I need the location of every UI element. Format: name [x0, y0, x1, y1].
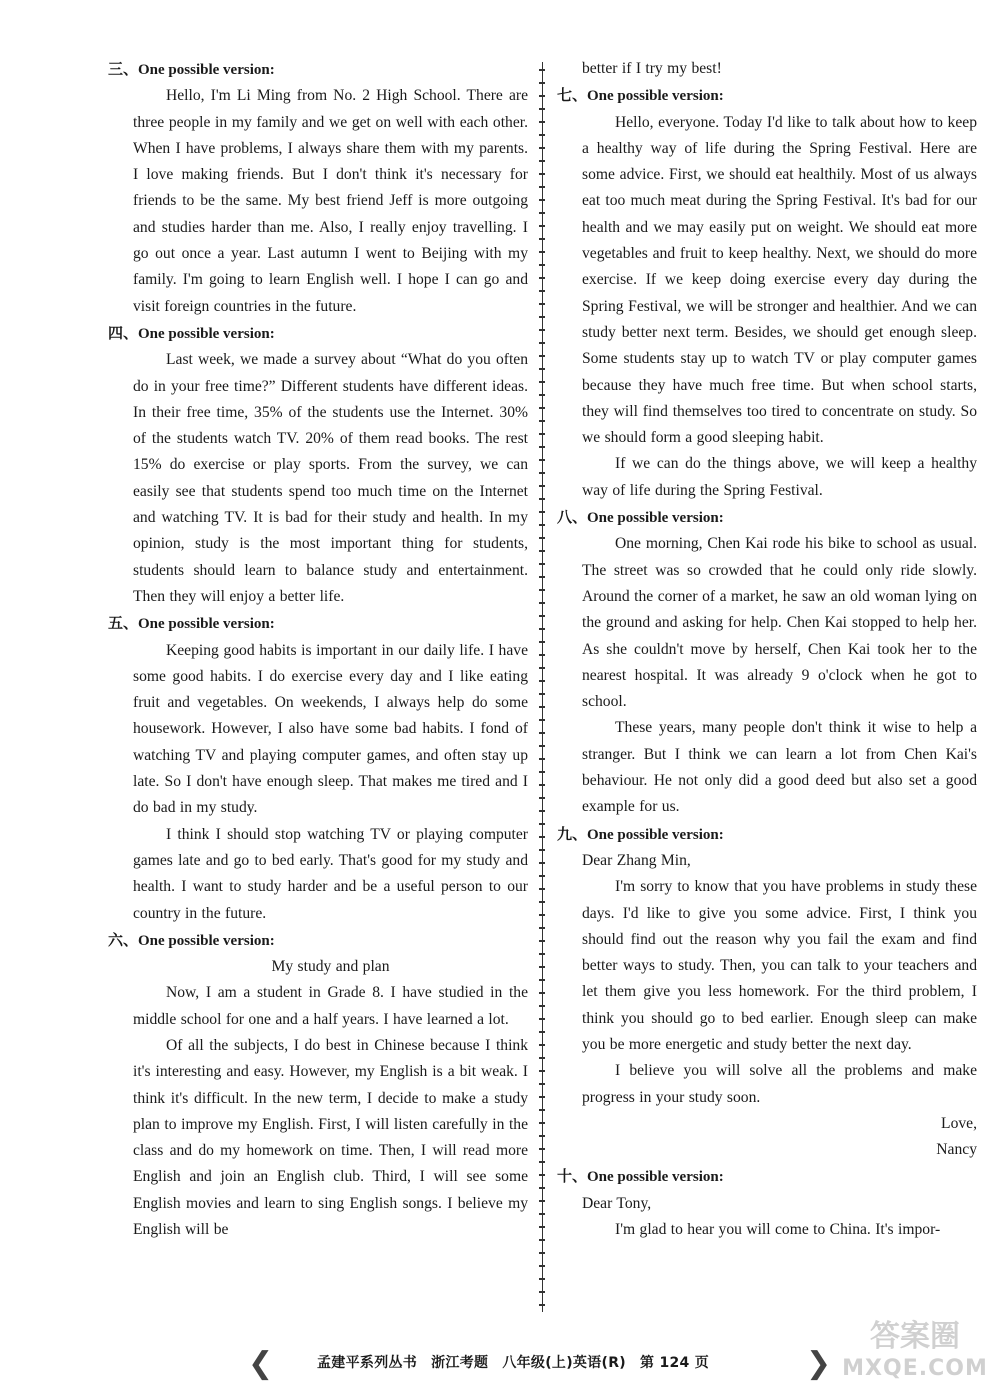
section-3-paragraph: Hello, I'm Li Ming from No. 2 High School. There are three people in my family and we get on well with each other. When I have problems, I always share them with my parents. I love making friends. But I don't think it's necessary for friends to be the same. My best friend Jeff is more outgoing and studies harder than me. Also, I really enjoy travelling. I go out once a year. Last autumn I went to Beijing with my family. I'm going to learn English well. I hope I can go and visit foreign countries in the future. — [133, 87, 528, 315]
section-6-continuation-text: better if I try my best! — [582, 60, 722, 77]
section-10-paragraph-1: I'm glad to hear you will come to China. It's impor- — [615, 1221, 941, 1239]
section-4-paragraph: Last week, we made a survey about “What do you often do in your free time?” Different students have different ideas. In their free time, 35% of the students use the Internet. 30% of the students watch TV. 20% of them read books. The rest 15% do exercise or play sports. From the survey, we can easily see that students spend too much time on the Internet and watching TV. It is bad for their study and health. In my opinion, study is the most important thing for students, students should learn to balance study and entertainment. Then they will enjoy a better life. — [133, 351, 528, 605]
section-4-heading: 四、One possible version: — [108, 323, 275, 342]
section-3-body — [108, 83, 528, 320]
watermark-bottom: MXQE.COM — [842, 1356, 988, 1381]
section-6-body — [108, 954, 528, 1243]
section-5-paragraph-1: Keeping good habits is important in our daily life. I have some good habits. I do exercise every day and I like eating fruit and vegetables. On weekends, I always help do some housework. However, I also have some bad habits. I fond of watching TV and playing computer games, and often stay up late. So I don't have enough sleep. That makes me tired and I do bad in my study. — [133, 641, 528, 817]
section-6-paragraph-2: Of all the subjects, I do best in Chinese because I think it's interesting and easy. However, my English is a bit weak. I think it's difficult. In the new term, I decide to make a study plan to improve my English. First, I will listen carefully in the class and do my homework on time. Then, I will read more English and join an English club. Third, I will see some English movies and learn to sing English songs. I believe my English will be — [133, 1036, 528, 1239]
section-9-closing: Love, — [941, 1114, 977, 1132]
section-4-body — [108, 347, 528, 610]
section-8-body — [557, 531, 977, 820]
section-7-heading: 七、One possible version: — [557, 86, 724, 105]
watermark-logo — [840, 1318, 990, 1388]
section-6-continuation — [557, 56, 977, 82]
section-8-paragraph-2: These years, many people don't think it wise to help a stranger. But I think we can learn a lot from Chen Kai's behaviour. He not only did a good deed but also set a good example for us. — [582, 719, 977, 816]
footer-series: 孟建平系列丛书 — [317, 1355, 418, 1371]
section-7-paragraph-2: If we can do the things above, we will keep a healthy way of life during the Spring Festival. — [582, 455, 977, 499]
column-divider — [539, 62, 545, 1312]
left-column — [108, 56, 528, 1243]
right-column — [557, 56, 977, 1243]
section-7-body — [557, 110, 977, 504]
section-3-heading: 三、One possible version: — [108, 60, 275, 78]
chevron-right-icon: ❯ — [806, 1346, 832, 1381]
section-9-paragraph-1: I'm sorry to know that you have problems in study these days. I'd like to give you some advice. First, I think you should find out the reason why you fail the exam and find better ways to study. Then, you can talk to your teachers and let them give you less homework. For the third problem, I think you should go to bed earlier. Enough sleep can make you be more energetic and study better the next day. — [582, 878, 977, 1053]
section-10-body — [557, 1191, 977, 1244]
section-8-heading: 八、One possible version: — [557, 508, 724, 527]
section-5-paragraph-2: I think I should stop watching TV or playing computer games late and go to bed early. That's good for my study and health. I want to study harder and be a useful person to our country in the future. — [133, 825, 528, 922]
section-6-title: My study and plan — [271, 958, 390, 976]
section-9-salutation: Dear Zhang Min, — [582, 851, 691, 869]
chevron-left-icon: ❮ — [248, 1346, 274, 1381]
footer-text — [317, 1352, 767, 1372]
section-8-paragraph-1: One morning, Chen Kai rode his bike to school as usual. The street was so crowded that he could only ride slowly. Around the corner of a market, he saw an old woman lying on the ground and asking for help. Chen Kai stopped to help her. As she couldn't move by herself, Chen Kai took her to the nearest hospital. It was already 9 o'clock when he got to school. — [582, 535, 977, 711]
section-9-body — [557, 848, 977, 1164]
section-6-paragraph-1: Now, I am a student in Grade 8. I have studied in the middle school for one and a half years. I have learned a lot. — [133, 984, 528, 1028]
section-10-salutation: Dear Tony, — [582, 1194, 652, 1212]
footer-region: 浙江考题 — [431, 1355, 489, 1371]
footer-page-number: 第 124 页 — [640, 1355, 710, 1371]
section-9-signature: Nancy — [936, 1141, 977, 1159]
section-7-paragraph-1: Hello, everyone. Today I'd like to talk about how to keep a healthy way of life during the Spring Festival. Here are some advice. First, we should eat healthily. Most of us always eat too much meat during the Spring Festival. It's bad for our health and we may easily put on weight. We should eat more vegetables and fruit to keep healthy. Next, we should do more exercise. If we keep doing exercise every day during the Spring Festival, we will be stronger and healthier. And we can study better next term. Besides, we should get enough sleep. Some students stay up to watch TV or play computer games because they have much free time. But when school starts, they will find themselves too tired to concentrate on study. So we should form a good sleeping habit. — [582, 113, 977, 447]
footer-grade-subject: 八年级(上)英语(R) — [502, 1355, 626, 1371]
section-10-heading: 十、One possible version: — [557, 1167, 724, 1186]
section-9-paragraph-2: I believe you will solve all the problems and make progress in your study soon. — [582, 1062, 977, 1106]
watermark-top: 答案圈 — [870, 1319, 960, 1354]
section-5-heading: 五、One possible version: — [108, 614, 275, 633]
section-9-heading: 九、One possible version: — [557, 824, 724, 843]
section-6-heading: 六、One possible version: — [108, 930, 275, 949]
section-5-body — [108, 638, 528, 927]
